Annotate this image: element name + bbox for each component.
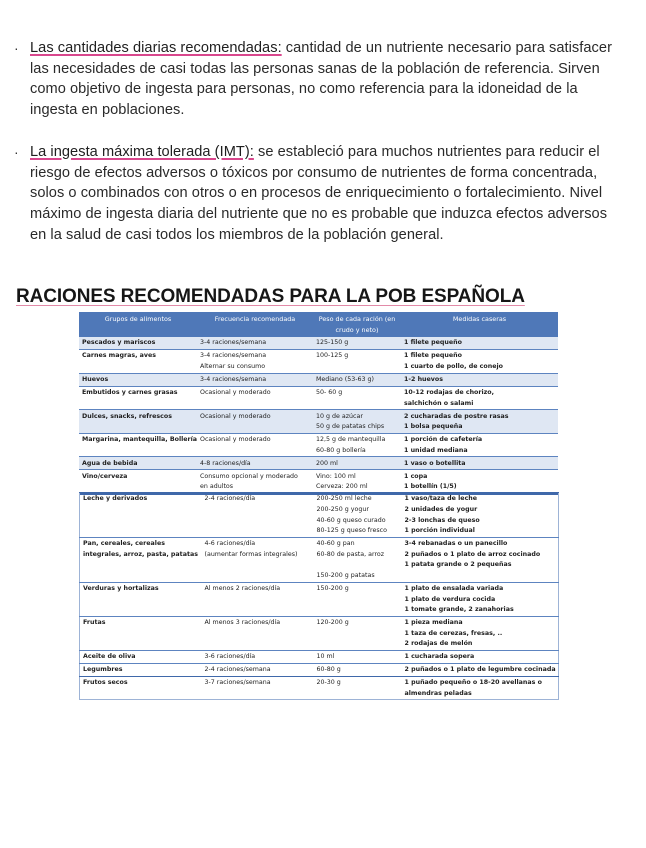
cell-measure: [401, 373, 558, 386]
cell-weight-line: 100-125 g: [316, 352, 349, 360]
cell-weight-line: Cerveza: 200 ml: [316, 483, 368, 491]
cell-frequency: [197, 386, 313, 410]
cell-measure-line: 2 unidades de yogur: [404, 505, 478, 513]
cell-measure: [402, 663, 559, 676]
cell-measure-line: 2 puñados o 1 plato de legumbre cocinada: [404, 666, 556, 674]
cell-group-line: Pescados y mariscos: [82, 339, 156, 347]
cell-measure: [402, 650, 559, 663]
cell-frequency-line: en adultos: [200, 483, 234, 491]
cell-frequency-line: Consumo opcional y moderado: [200, 472, 298, 480]
cell-measure-line: 1 porción individual: [404, 527, 475, 535]
cell-weight: [314, 676, 402, 700]
cell-frequency: [202, 650, 314, 663]
cell-measure-line: 1 filete pequeño: [404, 352, 462, 360]
header-grupos: Grupos de alimentos: [79, 312, 197, 337]
cell-group: [79, 349, 197, 373]
cell-frequency: [197, 457, 313, 470]
cell-measure: [402, 493, 559, 538]
cell-frequency-line: 4-8 raciones/día: [200, 459, 251, 467]
bullet-text: cantidad de un nutriente necesario para satisfacer las necesidades de casi todas las personas sanas de la población de referencia. Sirven como objetivo de ingesta para personas, no como referencia para la idoneidad de la ingesta en poblaciones.: [30, 40, 612, 119]
cell-measure-line: 1-2 huevos: [404, 375, 443, 383]
cell-group: [79, 457, 197, 470]
cell-frequency-line: 2-4 raciones/semana: [204, 666, 271, 674]
cell-measure-line: 1 taza de cerezas, fresas, ..: [404, 629, 503, 637]
cell-group: [79, 470, 197, 494]
bullet-dot: ·: [14, 144, 19, 160]
cell-measure-line: 1 plato de ensalada variada: [404, 584, 504, 592]
cell-weight: [313, 433, 401, 457]
cell-group-line: Vino/cerveza: [82, 472, 128, 480]
cell-group: [80, 663, 202, 676]
cell-measure: [401, 337, 558, 349]
cell-frequency-line: 3-6 raciones/día: [204, 653, 256, 661]
cell-frequency-line: 4-6 raciones/día: [204, 540, 256, 548]
cell-weight-line: 50- 60 g: [316, 388, 343, 396]
section-heading: RACIONES RECOMENDADAS PARA LA POB ESPAÑOLA: [16, 286, 525, 307]
cell-weight-line: 12,5 g de mantequilla: [316, 436, 386, 444]
bullet-text: se estableció para muchos nutrientes para reducir el riesgo de efectos adversos o tóxicos por consumo de nutrientes de forma concentrada, solos o combinados con otros o en procesos de enriquecimiento o fortalecimiento. Nivel máximo de ingesta diaria del nutriente que no es probable que induzca efectos adversos en la salud de casi todos los miembros de la población general.: [30, 144, 608, 243]
cell-measure-line: 1 filete pequeño: [404, 339, 462, 347]
table-row: [80, 616, 559, 650]
cell-group-line: integrales, arroz, pasta, patatas: [83, 550, 198, 558]
cell-measure-line: 2-3 lonchas de queso: [404, 516, 480, 524]
cell-weight-line: 50 g de patatas chips: [316, 423, 385, 431]
cell-weight-line: 80-125 g queso fresco: [316, 527, 387, 535]
cell-measure: [402, 676, 559, 700]
cell-measure: [401, 470, 558, 494]
cell-frequency: [202, 493, 314, 538]
cell-weight: [314, 537, 402, 582]
cell-weight: [313, 386, 401, 410]
cell-frequency: [197, 433, 313, 457]
cell-frequency: [197, 470, 313, 494]
cell-frequency: [202, 582, 314, 616]
cell-measure-line: 1 botellín (1/5): [404, 483, 457, 491]
table-body-bottom: [80, 493, 559, 700]
cell-measure-line: 1 porción de cafetería: [404, 436, 483, 444]
cell-weight: [314, 493, 402, 538]
cell-frequency-line: Alternar su consumo: [200, 362, 266, 370]
cell-measure-line: 1 plato de verdura cocida: [404, 595, 496, 603]
cell-frequency-line: Ocasional y moderado: [200, 388, 271, 396]
cell-weight: [314, 616, 402, 650]
cell-frequency-line: Al menos 3 raciones/día: [204, 619, 281, 627]
cell-group: [80, 493, 202, 538]
cell-group: [79, 386, 197, 410]
cell-group: [79, 373, 197, 386]
header-peso: Peso de cada ración (en crudo y neto): [313, 312, 401, 337]
cell-measure-line: 1 vaso/taza de leche: [404, 495, 478, 503]
cell-weight-line: [317, 560, 399, 571]
cell-measure-line: 1 puñado pequeño o 18-20 avellanas o: [404, 679, 542, 687]
cell-weight: [313, 457, 401, 470]
cell-measure: [402, 537, 559, 582]
cell-measure-line: 1 unidad mediana: [404, 446, 468, 454]
table-row: [79, 433, 558, 457]
cell-group: [80, 616, 202, 650]
cell-measure-line: 2 rodajas de melón: [404, 640, 473, 648]
bullet-dot: ·: [14, 40, 19, 56]
cell-group-line: Pan, cereales, cereales: [83, 540, 165, 548]
cell-weight-line: 150-200 g patatas: [316, 571, 375, 579]
cell-measure: [401, 457, 558, 470]
cell-measure: [401, 349, 558, 373]
cell-group-line: Frutas: [83, 619, 106, 627]
header-medidas: Medidas caseras: [401, 312, 558, 337]
cell-measure: [401, 433, 558, 457]
cell-frequency: [202, 676, 314, 700]
bullet-paragraph: [30, 38, 626, 121]
cell-measure: [401, 386, 558, 410]
cell-measure: [402, 582, 559, 616]
cell-measure: [401, 410, 558, 434]
cell-frequency-line: Ocasional y moderado: [200, 412, 271, 420]
bullet-ingesta-maxima: [14, 142, 626, 246]
cell-measure-line: almendras peladas: [404, 689, 472, 697]
cell-weight: [313, 337, 401, 349]
bullet-cantidades-diarias: [14, 38, 626, 121]
table-row: [80, 493, 559, 538]
table-row: [80, 650, 559, 663]
cell-group: [80, 537, 202, 582]
cell-weight-line: 200-250 g yogur: [316, 505, 369, 513]
cell-group: [79, 410, 197, 434]
cell-group-line: Agua de bebida: [82, 459, 138, 467]
cell-measure: [402, 616, 559, 650]
table-row: [80, 537, 559, 582]
cell-measure-line: 1 patata grande o 2 pequeñas: [404, 561, 512, 569]
cell-group-line: Embutidos y carnes grasas: [82, 388, 178, 396]
cell-frequency: [202, 537, 314, 582]
cell-frequency-line: 3-7 raciones/semana: [204, 679, 271, 687]
cell-frequency-line: 2-4 raciones/día: [204, 495, 256, 503]
cell-weight-line: 10 ml: [316, 653, 335, 661]
cell-measure-line: 1 cucharada sopera: [404, 653, 475, 661]
table-row: [80, 582, 559, 616]
table-row: [80, 663, 559, 676]
cell-frequency-line: 3-4 raciones/semana: [200, 352, 267, 360]
table-row: [79, 470, 558, 494]
table-row: [79, 386, 558, 410]
cell-group-line: Verduras y hortalizas: [83, 584, 159, 592]
cell-group-line: Frutos secos: [83, 679, 128, 687]
cell-measure-line: 1 vaso o botellita: [404, 459, 466, 467]
cell-frequency: [197, 373, 313, 386]
cell-weight-line: 120-200 g: [316, 619, 349, 627]
cell-weight: [313, 470, 401, 494]
cell-measure-line: 1 tomate grande, 2 zanahorias: [404, 606, 514, 614]
table-body-top: [79, 337, 558, 494]
cell-group-line: Huevos: [82, 375, 109, 383]
cell-weight: [314, 650, 402, 663]
cell-measure-line: 2 puñados o 1 plato de arroz cocinado: [404, 550, 541, 558]
cell-weight: [313, 349, 401, 373]
cell-measure-line: 10-12 rodajas de chorizo,: [404, 388, 495, 396]
cell-weight: [314, 582, 402, 616]
cell-group-line: Dulces, snacks, refrescos: [82, 412, 172, 420]
cell-weight-line: 200-250 ml leche: [316, 495, 372, 503]
table-row: [79, 373, 558, 386]
rations-table-bottom: [79, 492, 559, 700]
cell-weight-line: 60-80 g bollería: [316, 446, 366, 454]
cell-frequency: [197, 349, 313, 373]
bullet-term: Las cantidades diarias recomendadas:: [30, 40, 282, 56]
cell-frequency-line: Ocasional y moderado: [200, 436, 271, 444]
cell-weight-line: Vino: 100 ml: [316, 472, 356, 480]
rations-table-top: [79, 312, 558, 495]
table-header-row: [79, 312, 558, 337]
cell-group: [80, 650, 202, 663]
cell-weight-line: 150-200 g: [316, 584, 349, 592]
cell-measure-line: salchichón o salami: [404, 399, 474, 407]
cell-group-line: Carnes magras, aves: [82, 352, 157, 360]
bullet-paragraph: [30, 142, 626, 246]
cell-frequency: [202, 663, 314, 676]
cell-frequency: [197, 410, 313, 434]
cell-weight-line: 125-150 g: [316, 339, 349, 347]
table-row: [79, 349, 558, 373]
cell-frequency-line: Al menos 2 raciones/día: [204, 584, 281, 592]
cell-frequency: [202, 616, 314, 650]
cell-weight-line: 20-30 g: [316, 679, 341, 687]
cell-measure-line: 1 cuarto de pollo, de conejo: [404, 362, 503, 370]
cell-weight-line: 40-60 g pan: [316, 540, 355, 548]
cell-weight-line: 60-80 g: [316, 666, 341, 674]
table-row: [80, 676, 559, 700]
cell-weight: [313, 373, 401, 386]
cell-group-line: Aceite de oliva: [83, 653, 136, 661]
cell-group-line: Leche y derivados: [83, 495, 148, 503]
cell-measure-line: 1 bolsa pequeña: [404, 423, 463, 431]
table-row: [79, 457, 558, 470]
cell-group: [80, 582, 202, 616]
cell-frequency-line: (aumentar formas integrales): [204, 550, 298, 558]
cell-weight-line: 10 g de azúcar: [316, 412, 363, 420]
cell-weight: [313, 410, 401, 434]
header-frecuencia: Frecuencia recomendada: [197, 312, 313, 337]
cell-frequency-line: 3-4 raciones/semana: [200, 339, 267, 347]
cell-group: [79, 433, 197, 457]
cell-group-line: Margarina, mantequilla, Bollería: [82, 436, 197, 444]
cell-measure-line: 2 cucharadas de postre rasas: [404, 412, 509, 420]
cell-frequency-line: 3-4 raciones/semana: [200, 375, 267, 383]
cell-measure-line: 1 copa: [404, 472, 428, 480]
bullet-term: La ingesta máxima tolerada (IMT):: [30, 144, 254, 160]
table-row: [79, 337, 558, 349]
cell-weight-line: 200 ml: [316, 459, 338, 467]
cell-group-line: Legumbres: [83, 666, 123, 674]
cell-group: [79, 337, 197, 349]
cell-weight-line: Mediano (53-63 g): [316, 375, 374, 383]
cell-group: [80, 676, 202, 700]
cell-weight-line: 40-60 g queso curado: [316, 516, 386, 524]
cell-measure-line: 3-4 rebanadas o un panecillo: [404, 540, 508, 548]
cell-weight: [314, 663, 402, 676]
table-row: [79, 410, 558, 434]
cell-frequency: [197, 337, 313, 349]
cell-measure-line: 1 pieza mediana: [404, 619, 463, 627]
cell-weight-line: 60-80 de pasta, arroz: [316, 550, 385, 558]
